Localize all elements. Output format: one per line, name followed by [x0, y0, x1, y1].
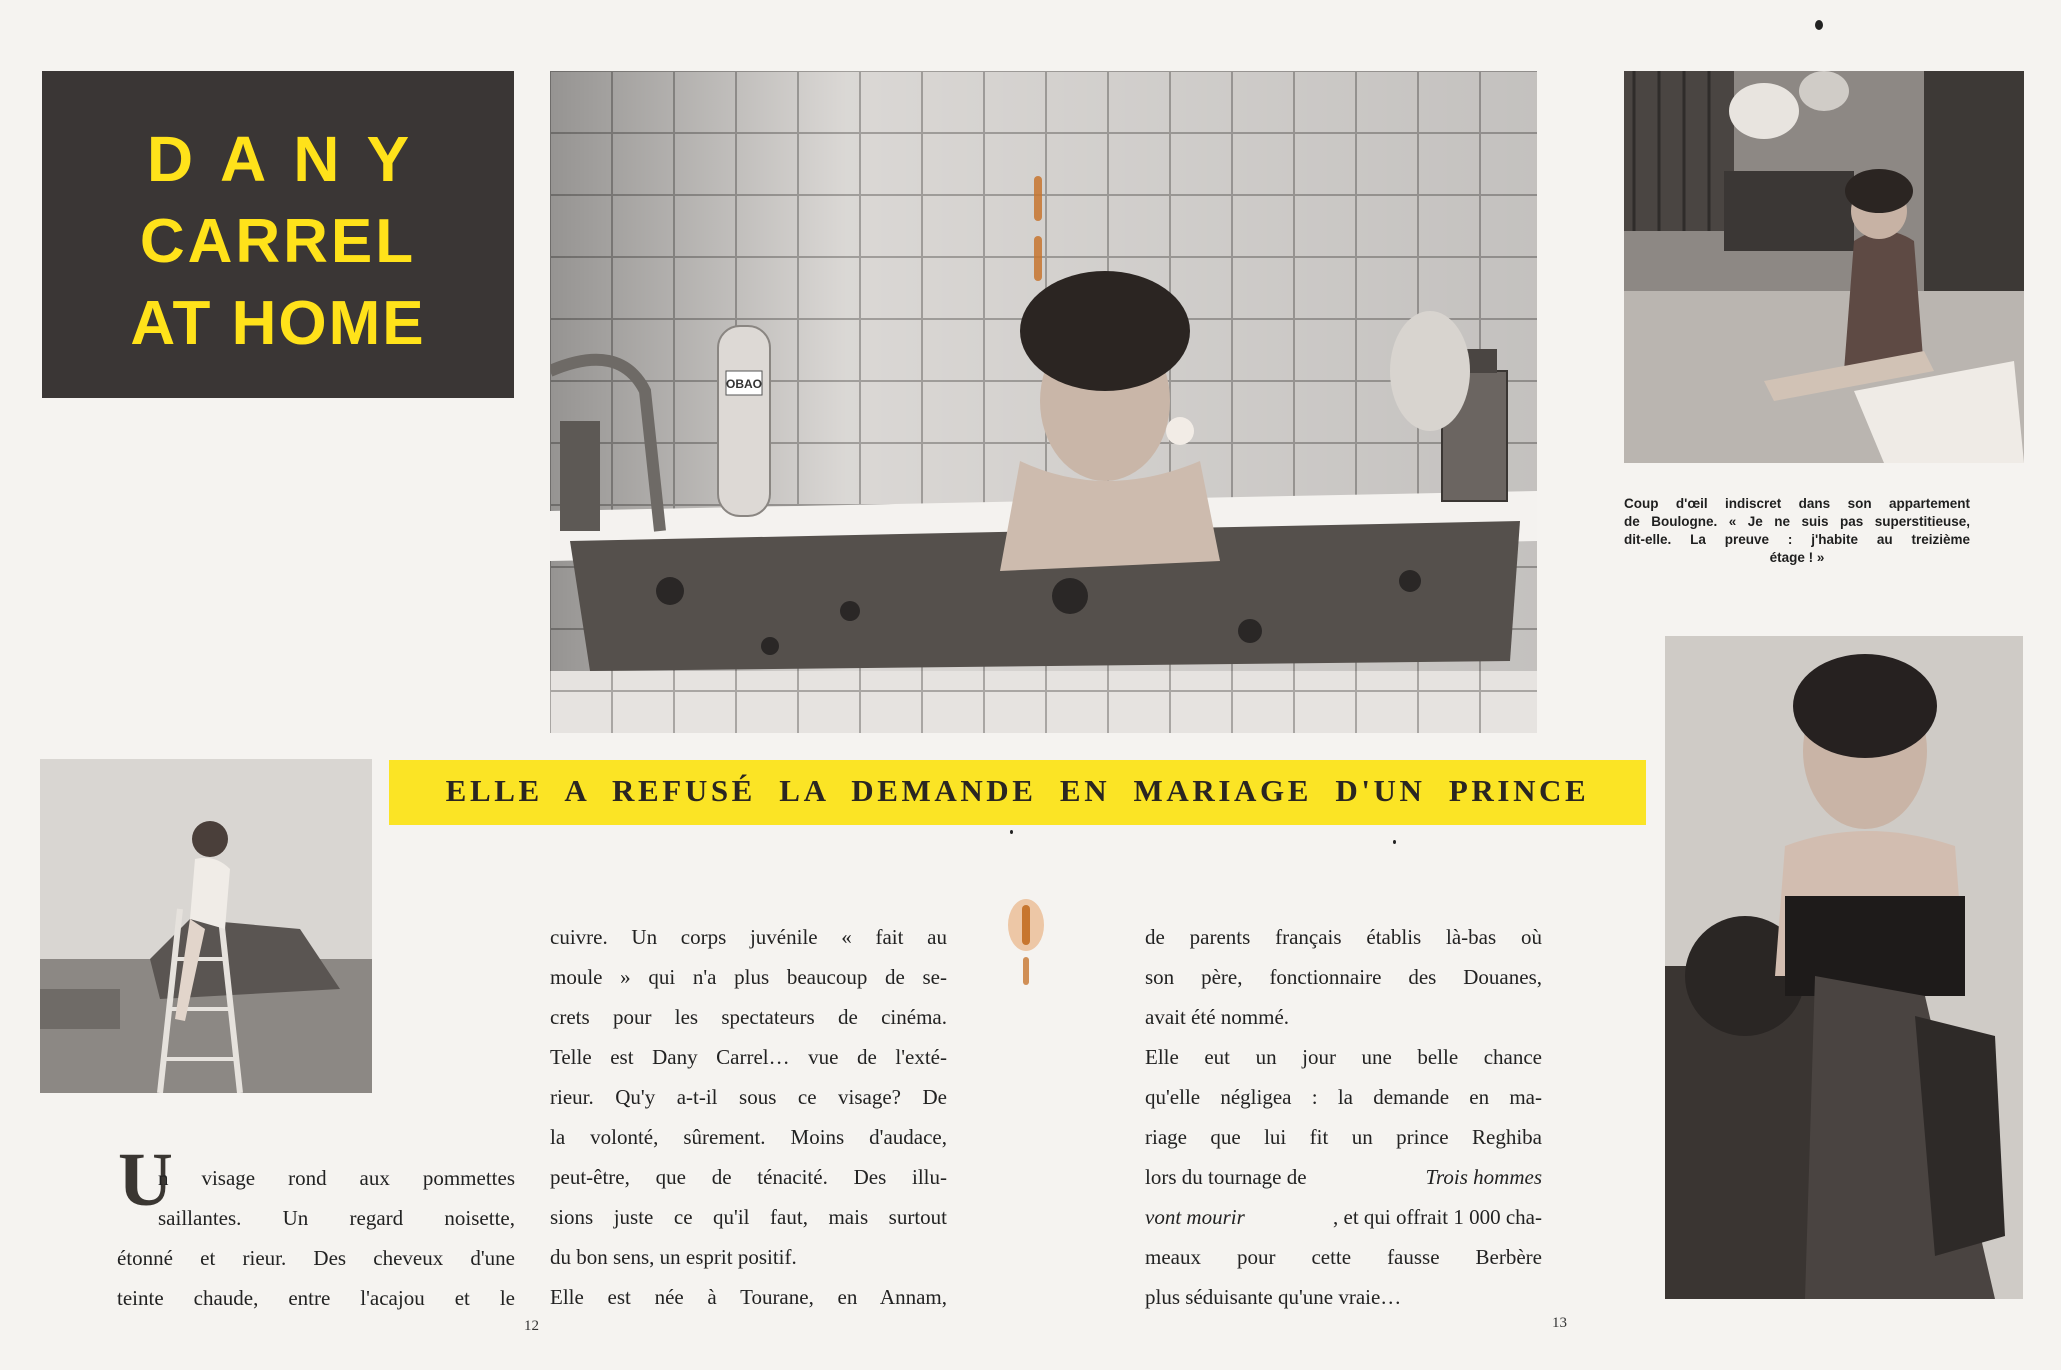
title-line-at-home: AT HOME: [130, 289, 426, 358]
article-col3-line: riage que lui fit un prince Reghiba: [1145, 1125, 1542, 1149]
article-col2-line: Telle est Dany Carrel… vue de l'exté-: [550, 1045, 947, 1069]
title-block: [42, 71, 514, 398]
title-line-dany: DANY: [146, 123, 437, 195]
living-room-photo: [1624, 71, 2024, 463]
article-col3-line: Elle eut un jour une belle chance: [1145, 1045, 1542, 1069]
article-col3-line: qu'elle négligea : la demande en ma-: [1145, 1085, 1542, 1109]
paper-stain: [1005, 895, 1047, 995]
article-col2-line: moule » qui n'a plus beaucoup de se-: [550, 965, 947, 989]
article-text: lors du tournage de: [1145, 1165, 1312, 1189]
page-number-left: 12: [524, 1318, 539, 1334]
article-col3-line-mixed: [1145, 1157, 1542, 1197]
article-col3-line: son père, fonctionnaire des Douanes,: [1145, 965, 1542, 989]
caption-line: dit-elle. La preuve : j'habite au treizième: [1624, 532, 1970, 547]
article-col2-line: rieur. Qu'y a-t-il sous ce visage? De: [550, 1085, 947, 1109]
ladder-photo: [40, 759, 372, 1093]
photo-caption: [1624, 495, 1970, 567]
headline-text: ELLE A REFUSÉ LA DEMANDE EN MARIAGE D'UN PRINCE: [445, 773, 1590, 808]
article-col3-line-mixed: [1145, 1197, 1542, 1237]
article-col2-line: cuivre. Un corps juvénile « fait au: [550, 925, 947, 949]
article-text: , et qui offrait 1 000 cha-: [1333, 1205, 1542, 1229]
article-col2-line: peut-être, que de ténacité. Des illu-: [550, 1165, 947, 1189]
caption-line: étage ! »: [1769, 550, 1825, 565]
article-col3-line: meaux pour cette fausse Berbère: [1145, 1245, 1542, 1269]
article-col3-line: de parents français établis là-bas où: [1145, 925, 1542, 949]
caption-line: Coup d'œil indiscret dans son appartement: [1624, 496, 1970, 511]
article-col1-line: étonné et rieur. Des cheveux d'une: [117, 1246, 515, 1270]
article-col2-line: sions juste ce qu'il faut, mais surtout: [550, 1205, 947, 1229]
drop-cap: U: [118, 1138, 173, 1222]
paper-speck: [1393, 840, 1396, 844]
article-col3-line: plus séduisante qu'une vraie…: [1145, 1285, 1402, 1309]
title-line-carrel: CARREL: [139, 207, 417, 276]
article-col2-line: la volonté, sûrement. Moins d'audace,: [550, 1125, 947, 1149]
headline-banner: [389, 760, 1646, 825]
page-number-right: 13: [1552, 1315, 1567, 1331]
article-col1-line: n visage rond aux pommettes: [158, 1166, 515, 1190]
film-title-italic: Trois hommes: [1425, 1165, 1542, 1189]
bottle-label: OBAO: [726, 377, 762, 391]
article-col1-line: teinte chaude, entre l'acajou et le: [117, 1286, 515, 1310]
article-col1-line: saillantes. Un regard noisette,: [158, 1206, 515, 1230]
caption-line: de Boulogne. « Je ne suis pas superstitieuse,: [1624, 514, 1970, 529]
stocking-photo: [1665, 636, 2023, 1299]
article-col2-line: crets pour les spectateurs de cinéma.: [550, 1005, 947, 1029]
article-col3-line: avait été nommé.: [1145, 1005, 1290, 1029]
article-col2-line: Elle est née à Tourane, en Annam,: [550, 1285, 947, 1309]
paper-speck: [1010, 830, 1013, 834]
article-col2-line: du bon sens, un esprit positif.: [550, 1245, 797, 1269]
paper-speck: [1815, 20, 1823, 30]
film-title-italic: vont mourir: [1145, 1205, 1245, 1229]
bathtub-photo: [550, 71, 1537, 733]
